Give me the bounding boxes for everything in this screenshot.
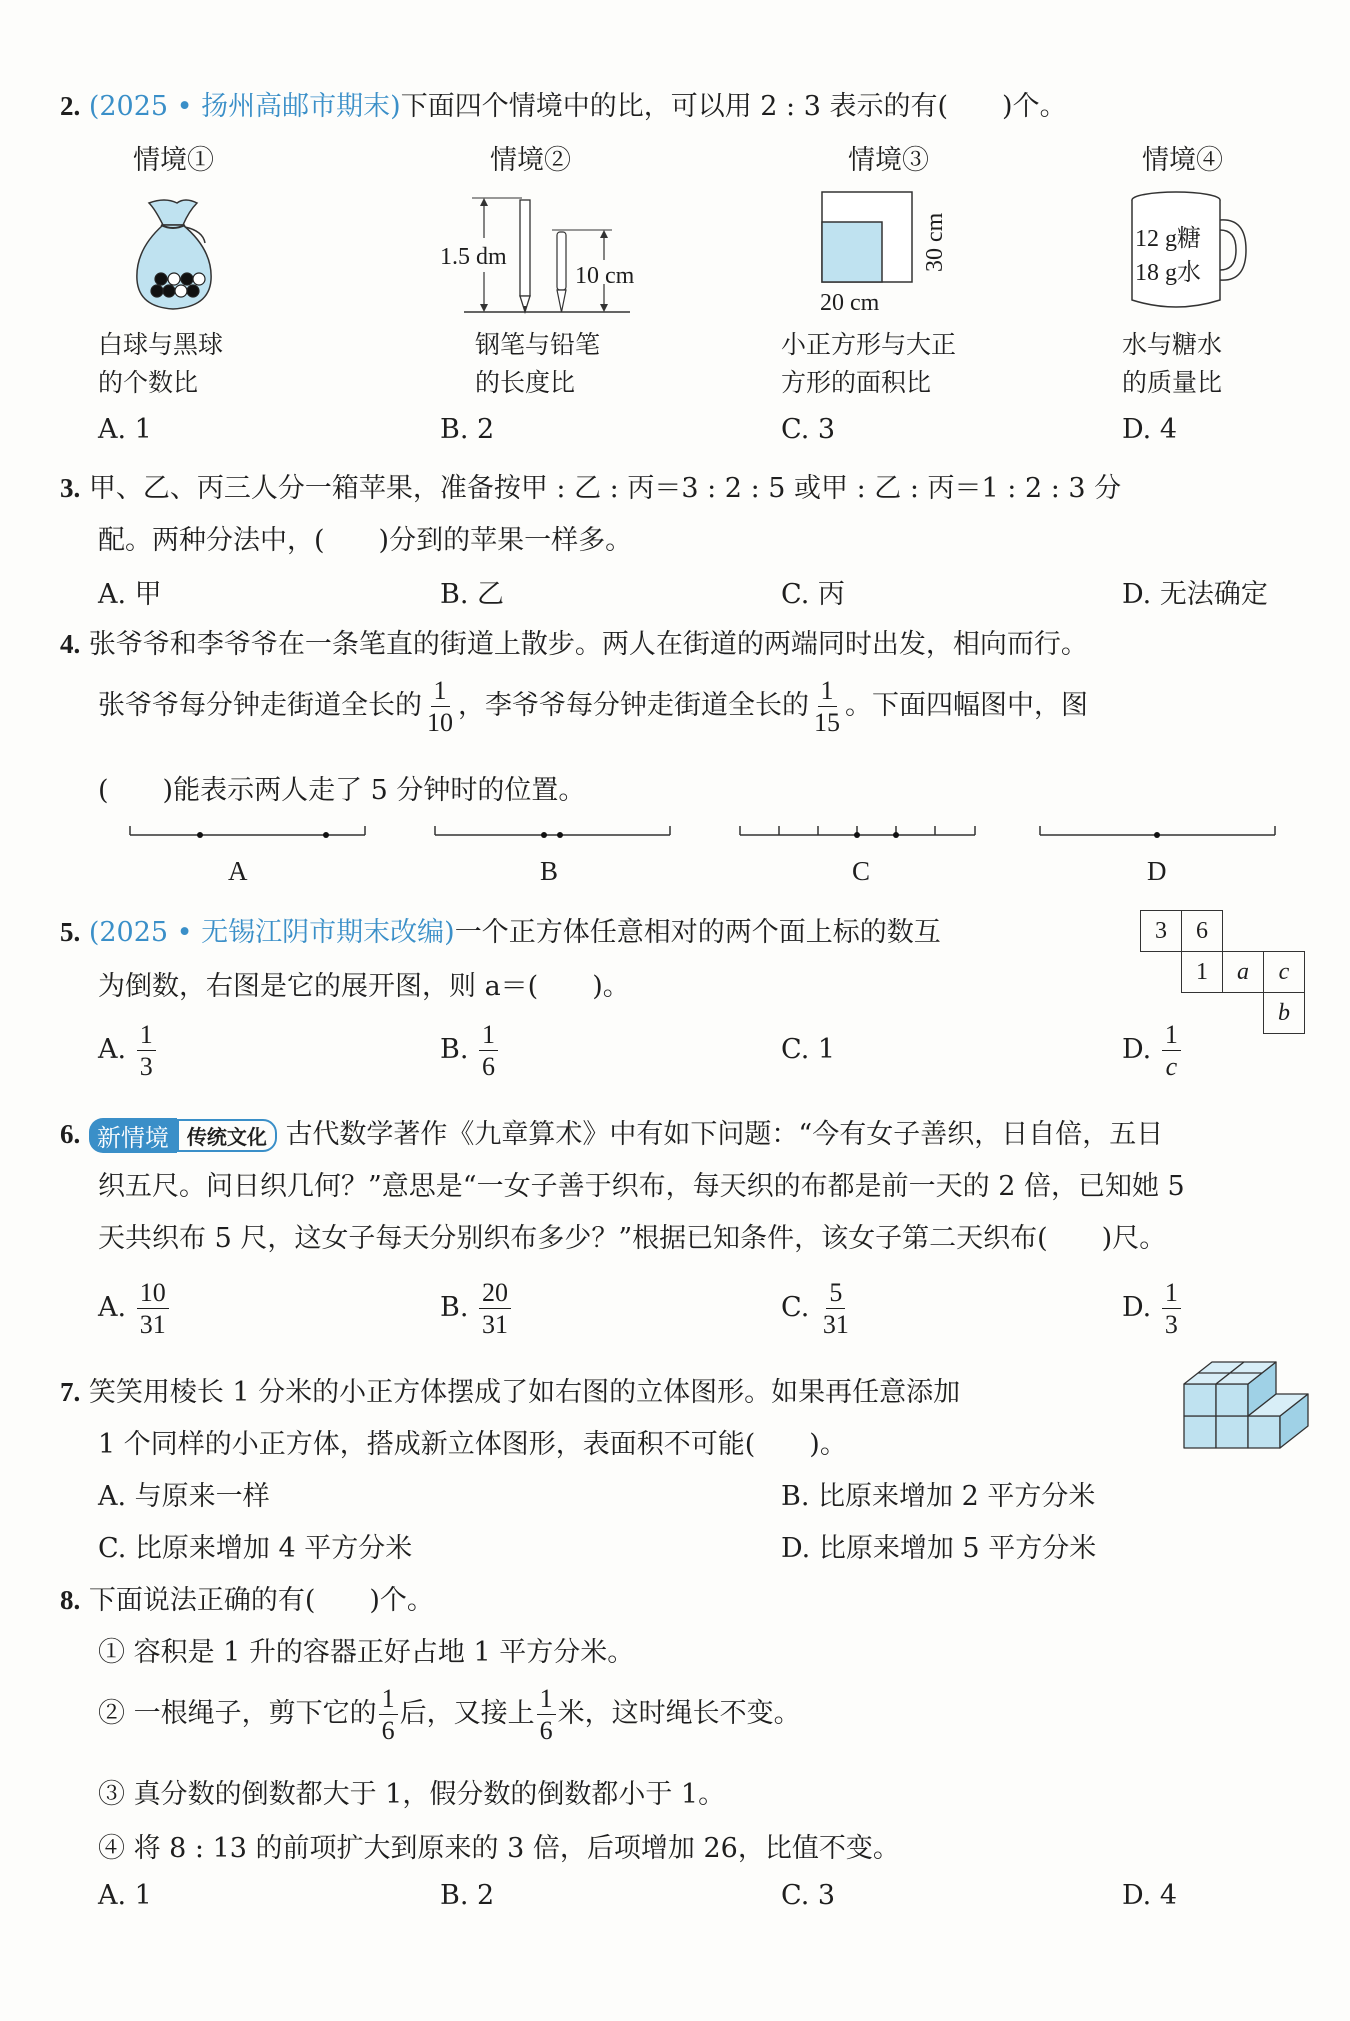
water-label: 18 g水 — [1135, 260, 1201, 286]
scene3-title: 情境③ — [848, 145, 929, 176]
q2-stem: 下面四个情境中的比，可以用 2 : 3 表示的有( )个。 — [400, 91, 1067, 122]
q3-option-a[interactable]: A. 甲 — [98, 579, 162, 610]
q7-option-d[interactable]: D. 比原来增加 5 平方分米 — [781, 1533, 1097, 1564]
q4-text-2c: 。下面四幅图中，图 — [845, 690, 1088, 721]
q8-statement-4: ④ 将 8 : 13 的前项扩大到原来的 3 倍，后项增加 26，比值不变。 — [98, 1833, 900, 1864]
q7-line2: 1 个同样的小正方体，搭成新立体图形，表面积不可能( )。 — [98, 1429, 847, 1460]
q7-number: 7. — [60, 1377, 81, 1407]
q8-option-b[interactable]: B. 2 — [440, 1880, 495, 1911]
scene3-caption-2: 方形的面积比 — [781, 368, 932, 397]
q7-option-a[interactable]: A. 与原来一样 — [98, 1481, 270, 1512]
diagram-a — [130, 826, 365, 838]
q6-line1 — [60, 1112, 1163, 1153]
net-cell: c — [1263, 951, 1305, 993]
q5-line1 — [60, 910, 941, 949]
q3-option-c[interactable]: C. 丙 — [781, 579, 845, 610]
diagram-label-b[interactable]: B — [540, 856, 559, 886]
pen-length-label: 10 cm — [575, 263, 635, 289]
q6-number: 6. — [60, 1119, 81, 1149]
scene2-caption-2: 的长度比 — [475, 368, 576, 397]
diagram-label-d[interactable]: D — [1147, 856, 1167, 886]
q6-option-d[interactable]: D. $\frac{1}{3}$ — [1122, 1278, 1183, 1338]
fraction-1-6: $\frac{1}{6}$ — [379, 1686, 398, 1744]
side-length-label: 30 cm — [922, 212, 948, 272]
q6-line2: 织五尺。问日织几何？”意思是“一女子善于织布，每天织的布都是前一天的 2 倍，已知她 5 — [98, 1171, 1185, 1202]
q7-line1 — [60, 1370, 960, 1409]
q8-statement-2: ② 一根绳子，剪下它的 $\frac{1}{6}$ 后，又接上 $\frac{1}{6}$ 米，这时绳长不变。 — [98, 1683, 801, 1745]
fraction-1-10: $\frac{1}{10}$ — [427, 675, 453, 737]
q4-number: 4. — [60, 629, 81, 659]
scene1-caption-1: 白球与黑球 — [98, 330, 224, 359]
q6-line3: 天共织布 5 尺，这女子每天分别织布多少？”根据已知条件，该女子第二天织布( )尺。 — [98, 1223, 1167, 1254]
q5-option-c[interactable]: C. 1 — [781, 1034, 836, 1065]
diagram-d — [1040, 826, 1275, 838]
q8-option-a[interactable]: A. 1 — [98, 1880, 152, 1911]
q2-option-b[interactable]: B. 2 — [440, 414, 495, 445]
q8-stem: 下面说法正确的有( )个。 — [88, 1585, 434, 1616]
q5-option-b[interactable]: B. $\frac{1}{6}$ — [440, 1020, 500, 1080]
q8-statement-3: ③ 真分数的倒数都大于 1，假分数的倒数都小于 1。 — [98, 1779, 726, 1810]
q2-option-d[interactable]: D. 4 — [1122, 414, 1178, 445]
q4-text-2a: 张爷爷每分钟走街道全长的 — [98, 690, 422, 721]
culture-tag: 传统文化 — [177, 1119, 277, 1152]
scene4-caption-2: 的质量比 — [1122, 368, 1223, 397]
sugar-label: 12 g糖 — [1135, 226, 1201, 252]
q4-line3: ( )能表示两人走了 5 分钟时的位置。 — [98, 775, 586, 806]
diagram-label-c[interactable]: C — [852, 856, 871, 886]
scene2-caption-1: 钢笔与铅笔 — [475, 330, 601, 359]
net-cell: 6 — [1181, 910, 1223, 952]
fraction-1-6: $\frac{1}{6}$ — [537, 1686, 556, 1744]
diagram-b — [435, 826, 670, 838]
bottom-length-label: 20 cm — [820, 290, 880, 316]
q5-source: (2025 • 无锡江阴市期末改编) — [88, 917, 455, 948]
q8-option-c[interactable]: C. 3 — [781, 1880, 836, 1911]
q2-number: 2. — [60, 91, 81, 121]
q5-option-a[interactable]: A. $\frac{1}{3}$ — [98, 1020, 158, 1080]
q3-text-1: 甲、乙、丙三人分一箱苹果，准备按甲 : 乙 : 丙＝3 : 2 : 5 或甲 : 乙 : 丙＝1 : 2 : 3 分 — [88, 473, 1122, 504]
q2-option-a[interactable]: A. 1 — [98, 414, 152, 445]
q8-number: 8. — [60, 1585, 81, 1615]
q5-line2: 为倒数，右图是它的展开图，则 a＝( )。 — [98, 971, 630, 1002]
q7-option-c[interactable]: C. 比原来增加 4 平方分米 — [98, 1533, 413, 1564]
q2-stem-line — [60, 84, 1067, 123]
q3-option-d[interactable]: D. 无法确定 — [1122, 579, 1268, 610]
pencil-length-label: 1.5 dm — [440, 244, 507, 270]
pencil-pen-figure — [462, 190, 635, 320]
q2-option-c[interactable]: C. 3 — [781, 414, 836, 445]
q8-option-d[interactable]: D. 4 — [1122, 1880, 1178, 1911]
q6-option-b[interactable]: B. $\frac{20}{31}$ — [440, 1278, 513, 1338]
net-cell: a — [1222, 951, 1264, 993]
squares-figure — [820, 190, 920, 290]
net-cell: b — [1263, 992, 1305, 1034]
q4-text-1: 张爷爷和李爷爷在一条笔直的街道上散步。两人在街道的两端同时出发，相向而行。 — [88, 629, 1088, 660]
diagram-c — [740, 826, 975, 838]
scene2-title: 情境② — [490, 145, 571, 176]
net-cell: 3 — [1140, 910, 1182, 952]
q3-option-b[interactable]: B. 乙 — [440, 579, 505, 610]
scene1-caption-2: 的个数比 — [98, 368, 199, 397]
q5-option-d[interactable]: D. $\frac{1}{c}$ — [1122, 1020, 1183, 1080]
scene1-title: 情境① — [133, 145, 214, 176]
q4-text-2b: ，李爷爷每分钟走街道全长的 — [458, 690, 809, 721]
scene3-caption-1: 小正方形与大正 — [781, 330, 957, 359]
q5-text-1: 一个正方体任意相对的两个面上标的数互 — [454, 917, 941, 948]
diagram-label-a[interactable]: A — [228, 856, 248, 886]
q3-number: 3. — [60, 473, 81, 503]
q5-number: 5. — [60, 917, 81, 947]
q3-line1 — [60, 466, 1121, 505]
scene4-caption-1: 水与糖水 — [1122, 330, 1223, 359]
ball-bag-figure — [125, 195, 220, 315]
q7-text-1: 笑笑用棱长 1 分米的小正方体摆成了如右图的立体图形。如果再任意添加 — [88, 1377, 961, 1408]
q4-line2 — [98, 676, 1088, 736]
q4-street-diagrams — [120, 820, 1290, 850]
q8-statement-1: ① 容积是 1 升的容器正好占地 1 平方分米。 — [98, 1637, 635, 1668]
net-cell: 1 — [1181, 951, 1223, 993]
q8-line1 — [60, 1578, 434, 1617]
q3-line2: 配。两种分法中，( )分到的苹果一样多。 — [98, 525, 633, 556]
cube-stack-figure — [1180, 1360, 1315, 1460]
q6-text-1: 古代数学著作《九章算术》中有如下问题：“今有女子善织，日自倍，五日 — [285, 1119, 1164, 1150]
new-scene-tag: 新情境 — [89, 1118, 177, 1153]
q7-option-b[interactable]: B. 比原来增加 2 平方分米 — [781, 1481, 1096, 1512]
q6-option-a[interactable]: A. $\frac{10}{31}$ — [98, 1278, 171, 1338]
scene4-title: 情境④ — [1142, 145, 1223, 176]
q6-option-c[interactable]: C. $\frac{5}{31}$ — [781, 1277, 849, 1339]
fraction-1-15: $\frac{1}{15}$ — [814, 675, 840, 737]
q4-line1 — [60, 622, 1088, 661]
q2-source: (2025 • 扬州高邮市期末) — [88, 91, 401, 122]
